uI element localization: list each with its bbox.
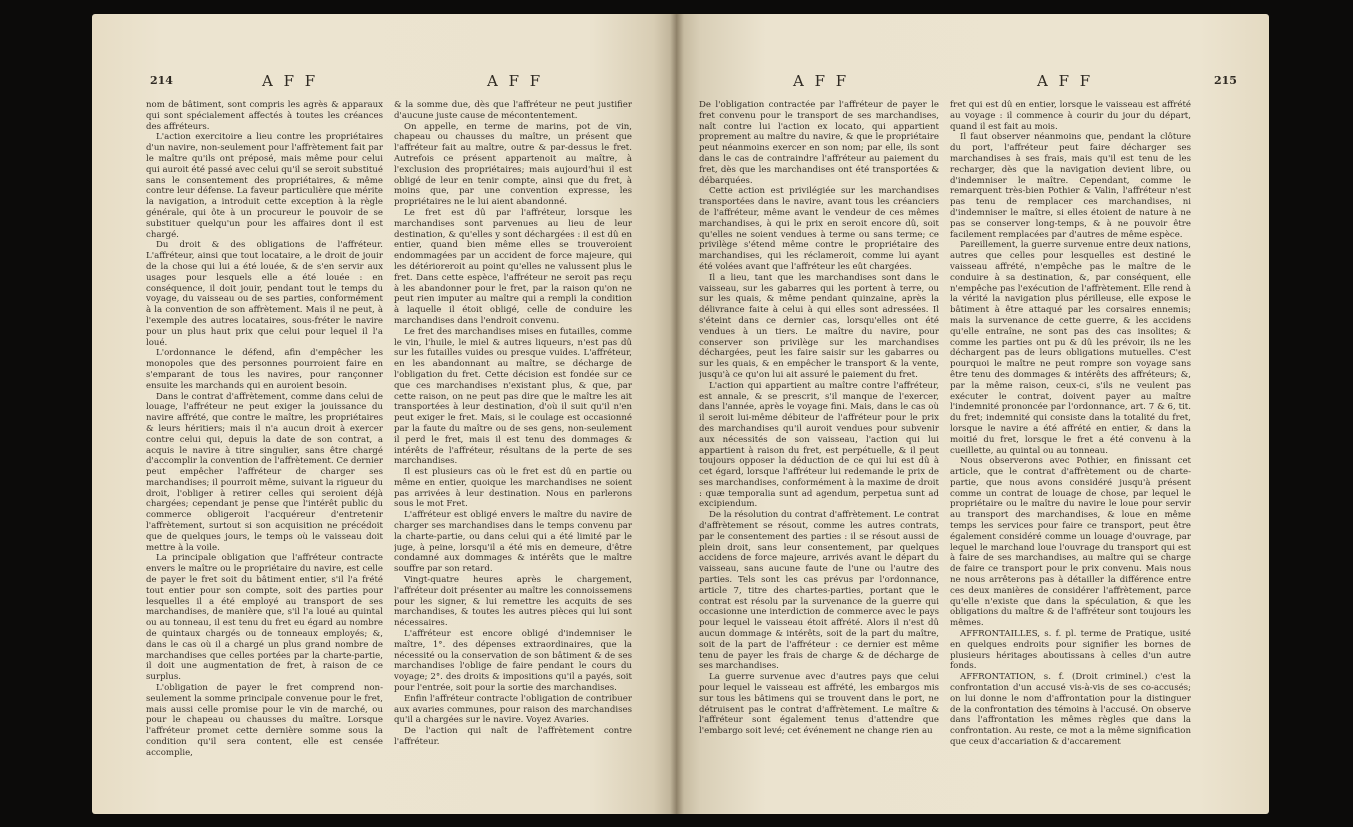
paragraph: Du droit & des obligations de l'affréteur. L'affréteur, ainsi que tout locataire, a le droit de jouir de la chose qui lui a été louée, & de s'en servir aux usages pour lesquels elle a été louée : en conséquence, il doit jouir, pendant tout le temps du voyage, du vaisseau ou de ses parties, conformément à la convention de son affrètement. Mais il ne peut, à l'exemple des autres locataires, sous-fréter le navire pour un plus haut prix que celui pour lequel il l'a loué. bbox=[146, 240, 383, 348]
paragraph: Il faut observer néanmoins que, pendant la clôture du port, l'affréteur peut faire décharger ses marchandises à ses frais, mais qu'il est tenu de les recharger, dès que la navigation devient libre, ou d'indemniser le maître. Cependant, comme le remarquent très-bien Pothier & Valin, l'affréteur n'est pas tenu de remplacer ces marchandises, ni d'indemniser le maître, si elles étoient de nature à ne pas se conserver long-temps, & à ne pouvoir être facilement remplacées par d'autres de même espèce. bbox=[950, 132, 1191, 240]
paragraph: Le fret est dû par l'affréteur, lorsque les marchandises sont parvenues au lieu de leur destination, & qu'elles y sont déchargées : il est dû en entier, quand bien même elles se trouveroient endommagées par un accident de force majeure, qui les détérioreroit au point qu'elles ne valussent plus le fret. Dans cette espèce, l'affréteur ne seroit pas reçu à les abandonner pour le fret, par la raison qu'on ne peut rien imputer au maître qui a rempli la condition à laquelle il étoit obligé, celle de conduire les marchandises dans l'endroit convenu. bbox=[394, 207, 632, 326]
paragraph: & la somme due, dès que l'affréteur ne peut justifier d'aucune juste cause de mécontentement. bbox=[394, 100, 632, 121]
paragraph: On appelle, en terme de marins, pot de vin, chapeau ou chausses du maître, un présent que l'affréteur fait au maître, outre & par-dessus le fret. Autrefois ce présent appartenoit au maître, à l'exclusion des propriétaires; mais aujourd'hui il est obligé de leur en tenir compte, ainsi que du fret, à moins que, par une convention expresse, les propriétaires ne le lui aient abandonné. bbox=[394, 121, 632, 208]
paragraph: La guerre survenue avec d'autres pays que celui pour lequel le vaisseau est affrété, les embargos mis sur tous les bâtimens qui se trouvent dans le port, ne détruisent pas le contrat d'affrètement. Le maître & l'affréteur sont également tenus d'attendre que l'embargo soit levé; cet événement ne change rien au bbox=[699, 672, 939, 737]
paragraph: Il est plusieurs cas où le fret est dû en partie ou même en entier, quoique les marchandises ne soient pas arrivées à leur destination. Nous en parlerons sous le mot Fret. bbox=[394, 467, 632, 510]
running-head: A F F bbox=[262, 72, 319, 90]
paragraph: Nous observerons avec Pothier, en finissant cet article, que le contrat d'affrètement ou de charte-partie, que nous avons considéré jusqu'à présent comme un contrat de louage de chose, par lequel le propriétaire ou le maître du navire le loue pour servir au transport des marchandises, & loue en même temps les services pour faire ce transport, peut être également considéré comme un louage d'ouvrage, par lequel le marchand loue l'ouvrage du transport qui est à faire de ses marchandises, au maître qui se charge de faire ce transport pour le prix convenu. Mais nous ne nous arrêterons pas à détailler la différence entre ces deux manières de considérer l'affrètement, parce qu'elle n'existe que dans la spéculation, & que les obligations du maître & de l'affréteur sont toujours les mêmes. bbox=[950, 456, 1191, 629]
paragraph: AFFRONTATION, s. f. (Droit criminel.) c'est la confrontation d'un accusé vis-à-vis de ses co-accusés; on lui donne le nom d'affrontation pour la distinguer de la confrontation des témoins à l'accusé. On observe dans l'affrontation les mêmes règles que dans la confrontation. Au reste, ce mot a la même signification que ceux d'accariation & d'accarement bbox=[950, 672, 1191, 748]
text-column-left-1 bbox=[146, 100, 383, 790]
paragraph: AFFRONTAILLES, s. f. pl. terme de Pratique, usité en quelques endroits pour signifier les bornes de plusieurs héritages aboutissans à celles d'un autre fonds. bbox=[950, 629, 1191, 672]
paragraph: Vingt-quatre heures après le chargement, l'affréteur doit présenter au maître les connoissemens pour les signer, & lui remettre les acquits de ses marchandises, & toutes les autres pièces qui lui sont nécessaires. bbox=[394, 575, 632, 629]
paragraph: Dans le contrat d'affrètement, comme dans celui de louage, l'affréteur ne peut exiger la jouissance du navire affrété, que contre le maître, les propriétaires & leurs héritiers; mais il n'a aucun droit à exercer contre celui qui, depuis la date de son contrat, a acquis le navire à titre singulier, sans être chargé d'accomplir la convention de l'affrètement. Ce dernier peut empêcher l'affréteur de charger ses marchandises; il pourroit même, suivant la rigueur du droit, l'obliger à retirer celles qui seroient déjà chargées; cependant je pense que l'intérêt public du commerce obligeroit l'acquéreur d'entretenir l'affrètement, surtout si son acquisition ne précédoit que de quelques jours, le temps où le vaisseau doit mettre à la voile. bbox=[146, 391, 383, 553]
text-column-left-2 bbox=[394, 100, 632, 790]
paragraph: L'action exercitoire a lieu contre les propriétaires d'un navire, non-seulement pour l'affrètement fait par le maître qu'ils ont préposé, mais même pour celui qui auroit été passé avec celui qu'il se seroit substitué sans le consentement des propriétaires, & même contre leur défense. La faveur particulière que mérite la navigation, a introduit cette exception à la règle générale, qui ôte à un procureur le pouvoir de se substituer quelqu'un pour les affaires dont il est chargé. bbox=[146, 132, 383, 240]
text-column-right-2 bbox=[950, 100, 1191, 790]
paragraph: L'affréteur est encore obligé d'indemniser le maître, 1°. des dépenses extraordinaires, que la nécessité ou la conservation de son bâtiment & de ses marchandises l'oblige de faire pendant le cours du voyage; 2°. des droits & impositions qu'il a payés, soit pour l'entrée, soit pour la sortie des marchandises. bbox=[394, 629, 632, 694]
paragraph: Cette action est privilégiée sur les marchandises transportées dans le navire, avant tous les créanciers de l'affréteur, même avant le vendeur de ces mêmes marchandises, à qui le prix en seroit encore dû, soit qu'elles ne soient vendues à terme ou sans terme; ce privilège s'étend même contre le propriétaire des marchandises, qui les réclameroit, comme lui ayant été volées avant que l'affréteur les eût chargées. bbox=[699, 186, 939, 272]
paragraph: Le fret des marchandises mises en futailles, comme le vin, l'huile, le miel & autres liqueurs, n'est pas dû sur les futailles vuides ou presque vuides. L'affréteur, en les abandonnant au maître, se décharge de l'obligation du fret. Cette décision est fondée sur ce que ces marchandises n'existant plus, & que, par cette raison, on ne peut pas dire que le maître les ait transportées à leur destination, d'où il suit qu'il n'en peut exiger le fret. Mais, si le coulage est occasionné par la faute du maître ou de ses gens, non-seulement il perd le fret, mais il est tenu des dommages & intérêts de l'affréteur, résultans de la perte de ses marchandises. bbox=[394, 326, 632, 467]
paragraph: Il a lieu, tant que les marchandises sont dans le vaisseau, sur les gabarres qui les portent à terre, ou sur les quais, & même pendant quinzaine, après la délivrance faite à celui à qui elles sont adressées. Il s'éteint dans ce dernier cas, lorsqu'elles ont été vendues à un tiers. Le maître du navire, pour conserver son privilège sur les marchandises déchargées, peut les faire saisir sur les gabarres ou sur les quais, & en empêcher le transport & la vente, jusqu'à ce qu'on lui ait assuré le paiement du fret. bbox=[699, 272, 939, 380]
running-head: A F F bbox=[1037, 72, 1094, 90]
paragraph: De l'action qui naît de l'affrètement contre l'affréteur. bbox=[394, 726, 632, 748]
running-head: A F F bbox=[487, 72, 544, 90]
left-page bbox=[92, 14, 677, 814]
right-page bbox=[677, 14, 1269, 814]
paragraph: L'obligation de payer le fret comprend non-seulement la somme principale convenue pour le fret, mais aussi celle promise pour le vin de marché, ou pour le chapeau ou chausses du maître. Lorsque l'affréteur promet cette dernière somme sous la condition qu'il sera content, elle est censée accomplie, bbox=[146, 683, 383, 758]
paragraph: La principale obligation que l'affréteur contracte envers le maître ou le propriétaire du navire, est celle de payer le fret soit du bâtiment entier, s'il l'a frété tout entier pour son compte, soit des parties pour lesquelles il a été employé au transport de ses marchandises, de manière que, s'il l'a loué au quintal ou au tonneau, il est tenu du fret eu égard au nombre de quintaux chargés ou de tonneaux employés; &, dans le cas où il a chargé un plus grand nombre de marchandises que celles portées par la charte-partie, il doit une augmentation de fret, à raison de ce surplus. bbox=[146, 553, 383, 683]
paragraph: L'affréteur est obligé envers le maître du navire de charger ses marchandises dans le temps convenu par la charte-partie, ou dans celui qui a été limité par le juge, à peine, lorsqu'il a été mis en demeure, d'être condamné aux dommages & intérêts que le maître souffre par son retard. bbox=[394, 510, 632, 575]
paragraph: L'action qui appartient au maître contre l'affréteur, est annale, & se prescrit, s'il manque de l'exercer, dans l'année, après le voyage fini. Mais, dans le cas où il seroit lui-même débiteur de l'affréteur pour le prix des marchandises qu'il auroit vendues pour subvenir aux nécessités de son vaisseau, l'action qui lui appartient à raison du fret, est perpétuelle, & il peut toujours opposer la déduction de ce qui lui est dû à cet égard, lorsque l'affréteur lui redemande le prix de ses marchandises, conformément à la maxime de droit : quæ temporalia sunt ad agendum, perpetua sunt ad excipiendum. bbox=[699, 380, 939, 510]
text-column-right-1 bbox=[699, 100, 939, 790]
page-number: 214 bbox=[150, 74, 173, 87]
paragraph: Pareillement, la guerre survenue entre deux nations, autres que celles pour lesquelles est destiné le vaisseau affrété, n'empêche pas le maître de le conduire à sa destination, &, par conséquent, elle n'empêche pas l'exécution de l'affrètement. Elle rend à la vérité la navigation plus périlleuse, elle expose le bâtiment à être attaqué par les corsaires ennemis; mais la survenance de cette guerre, & les accidens qu'elle entraîne, ne sont pas des cas insolites; & comme les parties ont pu & dû les prévoir, ils ne les déchargent pas de leurs obligations mutuelles. C'est pourquoi le maître ne peut rompre son voyage sans être tenu des dommages & intérêts des affréteurs; &, par la même raison, ceux-ci, s'ils ne veulent pas exécuter le contrat, doivent payer au maître l'indemnité prononcée par l'ordonnance, art. 7 & 6, tit. du fret; indemnité qui consiste dans la totalité du fret, lorsque le navire a été affrété en entier, & dans la moitié du fret, lorsque le fret a été convenu à la cueillette, au quintal ou au tonneau. bbox=[950, 240, 1191, 456]
running-head: A F F bbox=[793, 72, 850, 90]
paragraph: Enfin l'affréteur contracte l'obligation de contribuer aux avaries communes, pour raison des marchandises qu'il a chargées sur le navire. Voyez Avaries. bbox=[394, 693, 632, 726]
paragraph: fret qui est dû en entier, lorsque le vaisseau est affrété au voyage : il commence à courir du jour du départ, quand il est fait au mois. bbox=[950, 100, 1191, 132]
page-number: 215 bbox=[1214, 74, 1237, 87]
paragraph: De l'obligation contractée par l'affréteur de payer le fret convenu pour le transport de ses marchandises, naît contre lui l'action ex locato, qui appartient proprement au maître du navire, & que le propriétaire peut néanmoins exercer en son nom; par elle, ils sont dans le cas de contraindre l'affréteur au paiement du fret, dès que les marchandises ont été transportées & débarquées. bbox=[699, 100, 939, 186]
paragraph: nom de bâtiment, sont compris les agrès & apparaux qui sont spécialement affectés à toutes les créances des affréteurs. bbox=[146, 100, 383, 132]
paragraph: L'ordonnance le défend, afin d'empêcher les monopoles que des personnes pourroient faire en s'emparant de tous les navires, pour rançonner ensuite les marchands qui en auroient besoin. bbox=[146, 348, 383, 391]
paragraph: De la résolution du contrat d'affrètement. Le contrat d'affrètement se résout, comme les autres contrats, par le consentement des parties : il se résout aussi de plein droit, sans leur consentement, par quelques accidens de force majeure, arrivés avant le départ du vaisseau, sans aucune faute de l'une ou l'autre des parties. Tels sont les cas prévus par l'ordonnance, article 7, titre des chartes-parties, portant que le contrat est résolu par la survenance de la guerre qui occasionne une interdiction de commerce avec le pays pour lequel le vaisseau étoit affrété. Alors il n'est dû aucun dommage & intérêts, soit de la part du maître, soit de la part de l'affréteur : ce dernier est même tenu de payer les frais de charge & de décharge de ses marchandises. bbox=[699, 510, 939, 672]
